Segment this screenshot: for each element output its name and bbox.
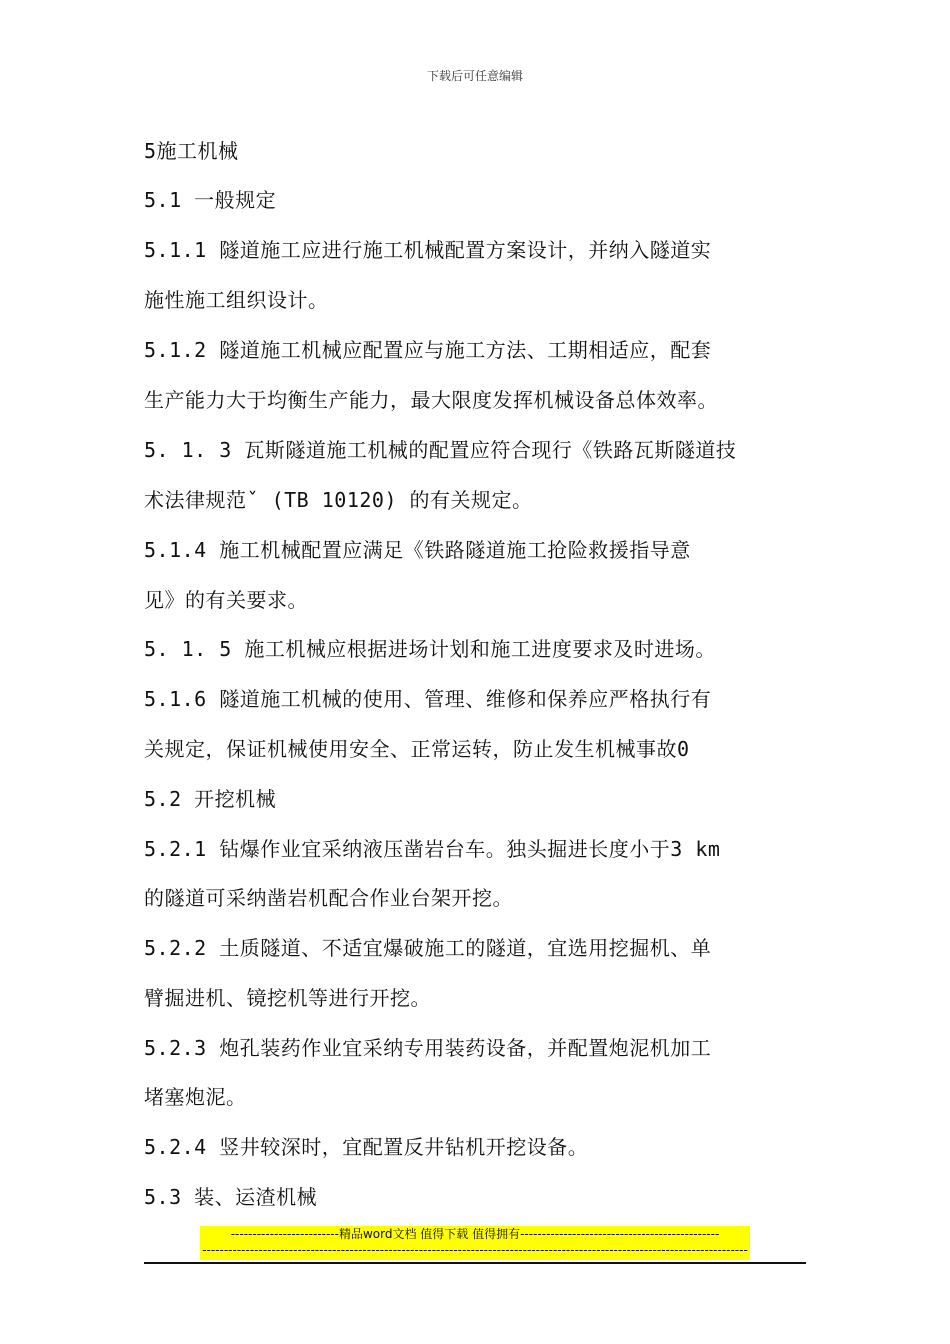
body-text-line: 5.1.4 施工机械配置应满足《铁路隧道施工抢险救援指导意: [144, 538, 691, 562]
body-text-line: 5. 1. 5 施工机械应根据进场计划和施工进度要求及时进场。: [144, 637, 716, 661]
section-heading: 5.1 一般规定: [144, 188, 277, 212]
body-text-line: 关规定，保证机械使用安全、正常运转，防止发生机械事故0: [144, 737, 690, 761]
body-text-line: 5.1.6 隧道施工机械的使用、管理、维修和保养应严格执行有: [144, 687, 712, 711]
body-text-line: 5.1.1 隧道施工应进行施工机械配置方案设计，并纳入隧道实: [144, 238, 712, 262]
body-text-line: 5.2.2 土质隧道、不适宜爆破施工的隧道，宜选用挖掘机、单: [144, 936, 712, 960]
chapter-heading: 5施工机械: [144, 139, 239, 163]
body-text-line: 5.2.4 竖井较深时，宜配置反井钻机开挖设备。: [144, 1135, 589, 1159]
footer-banner: [200, 1226, 750, 1260]
section-heading: 5.3 装、运渣机械: [144, 1185, 318, 1209]
body-text-line: 生产能力大于均衡生产能力，最大限度发挥机械设备总体效率。: [144, 388, 718, 412]
body-text-line: 堵塞炮泥。: [144, 1085, 247, 1109]
page-header: 下载后可任意编辑: [426, 69, 523, 83]
body-text-line: 见》的有关要求。: [144, 588, 308, 612]
footer-banner-dashes: ------------------------------------------------------------------------------------------------------------------------------: [202, 1243, 748, 1257]
body-text-line: 5. 1. 3 瓦斯隧道施工机械的配置应符合现行《铁路瓦斯隧道技: [144, 438, 737, 462]
footer-banner-text: -------------------------精品word文档 值得下载 值得拥有----------------------------------------------: [230, 1227, 720, 1241]
body-text-line: 臂掘进机、镜挖机等进行开挖。: [144, 986, 431, 1010]
body-text-line: 5.2.1 钻爆作业宜采纳液压凿岩台车。独头掘进长度小于3 km: [144, 837, 721, 861]
body-text-line: 施性施工组织设计。: [144, 288, 329, 312]
footer-divider: [144, 1262, 806, 1264]
section-heading: 5.2 开挖机械: [144, 787, 277, 811]
body-text-line: 5.2.3 炮孔装药作业宜采纳专用装药设备，并配置炮泥机加工: [144, 1036, 712, 1060]
body-text-line: 的隧道可采纳凿岩机配合作业台架开挖。: [144, 886, 513, 910]
body-text-line: 5.1.2 隧道施工机械应配置应与施工方法、工期相适应，配套: [144, 338, 712, 362]
body-text-line: 术法律规范ˇ (TB 10120) 的有关规定。: [144, 488, 533, 512]
